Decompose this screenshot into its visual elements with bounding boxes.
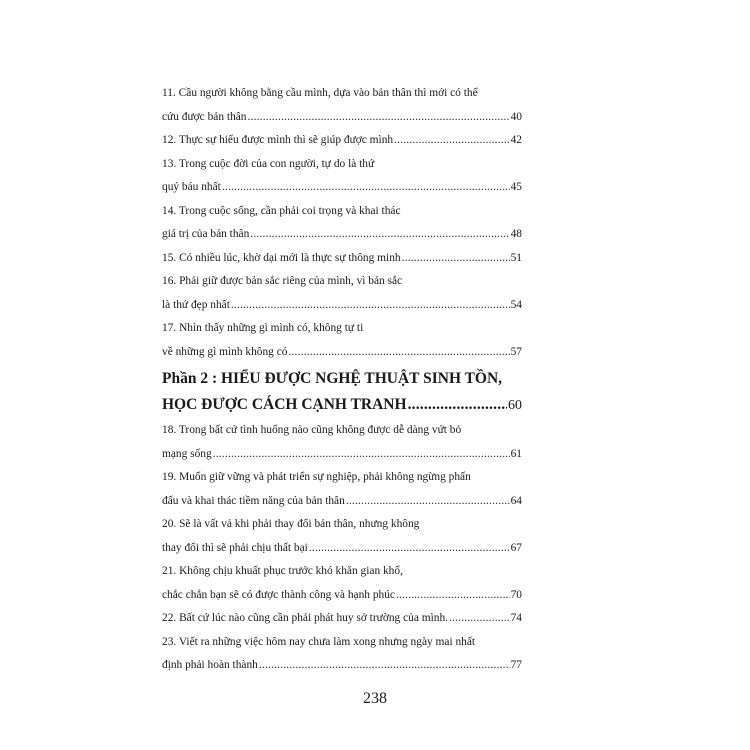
dot-leader — [402, 247, 510, 271]
toc-entry-22 — [162, 607, 522, 631]
toc-entry-text: 15. Có nhiều lúc, khờ dại mới là thực sự thông minh — [162, 251, 401, 264]
dot-leader — [213, 443, 510, 467]
part-title: Phần 2 : HIỂU ĐƯỢC NGHỆ THUẬT SINH TỒN, — [162, 370, 503, 387]
toc-entry-13 — [162, 153, 522, 200]
toc-entry-17 — [162, 317, 522, 364]
toc-entry-text: mạng sống — [162, 447, 212, 460]
toc-page-number: 61 — [510, 447, 522, 460]
toc-entry-21 — [162, 560, 522, 607]
toc-page-number: 40 — [510, 110, 522, 123]
toc-entry-text: 18. Trong bất cứ tình huống nào cũng không được dễ dàng vứt bỏ — [162, 424, 462, 436]
toc-entry-text: 19. Muốn giữ vững và phát triển sự nghiệp, phải không ngừng phấn — [162, 471, 471, 483]
toc-page-number: 70 — [510, 588, 522, 601]
toc-entry-text: 14. Trong cuộc sống, cần phải coi trọng và khai thác — [162, 204, 401, 217]
toc-entry-16 — [162, 270, 522, 317]
toc-entry-14 — [162, 200, 522, 247]
page-number: 238 — [363, 690, 387, 707]
toc-page-number: 64 — [510, 494, 522, 507]
dot-leader — [394, 129, 510, 153]
table-of-contents — [162, 82, 522, 678]
toc-page-number: 77 — [510, 659, 522, 671]
toc-entry-15 — [162, 247, 522, 271]
toc-page-number: 48 — [510, 228, 522, 240]
toc-entry-11 — [162, 82, 522, 129]
toc-entry-text: 12. Thực sự hiểu được mình thì sẽ giúp được mình — [162, 134, 394, 146]
dot-leader — [396, 584, 510, 608]
toc-entry-text: 21. Không chịu khuất phục trước khó khăn gian khổ, — [162, 565, 403, 577]
dot-leader — [408, 392, 507, 418]
toc-entry-text: 17. Nhìn thấy những gì mình có, không tự ti — [162, 322, 364, 334]
toc-entry-23 — [162, 631, 522, 678]
toc-page-number: 57 — [510, 345, 522, 358]
toc-entry-text: là thứ đẹp nhất — [162, 298, 230, 311]
toc-page-number: 51 — [510, 251, 522, 264]
toc-page-number: 54 — [510, 298, 522, 311]
dot-leader — [231, 294, 510, 318]
dot-leader — [250, 223, 509, 247]
part-title: HỌC ĐƯỢC CÁCH CẠNH TRANH — [162, 396, 407, 413]
toc-entry-text: cứu được bản thân — [162, 110, 247, 123]
toc-entry-text: về những gì mình không có — [162, 345, 288, 358]
toc-page-number: 60 — [508, 398, 522, 413]
dot-leader — [247, 106, 509, 130]
toc-entry-text: thay đổi thì sẽ phải chịu thất bại — [162, 541, 308, 554]
dot-leader — [309, 537, 510, 561]
toc-entry-text: 23. Viết ra những việc hôm nay chưa làm xong nhưng ngày mai nhất — [162, 635, 476, 648]
dot-leader — [346, 490, 510, 514]
part-heading — [162, 366, 522, 419]
toc-page-number: 74 — [510, 612, 522, 624]
toc-page-number: 42 — [510, 134, 522, 146]
dot-leader — [288, 341, 509, 365]
toc-page-number: 45 — [510, 181, 522, 193]
toc-entry-text: 11. Cầu người không bằng cầu mình, dựa vào bản thân thì mới có thể — [162, 87, 478, 99]
toc-entry-18 — [162, 419, 522, 466]
toc-entry-19 — [162, 466, 522, 513]
toc-entry-text: 22. Bất cứ lúc nào cũng cần phải phát huy sở trường của mình. — [162, 612, 448, 624]
dot-leader — [222, 176, 510, 200]
toc-entry-text: 13. Trong cuộc đời của con người, tự do là thứ — [162, 157, 375, 170]
toc-entry-text: đấu và khai thác tiềm năng của bản thân — [162, 494, 345, 507]
toc-entry-text: chắc chắn bạn sẽ có được thành công và hạnh phúc — [162, 588, 395, 601]
toc-entry-20 — [162, 513, 522, 560]
dot-leader — [449, 607, 510, 631]
toc-entry-text: quý báu nhất — [162, 181, 221, 193]
toc-entry-text: 20. Sẽ là vất vả khi phải thay đổi bản thân, nhưng không — [162, 518, 420, 530]
toc-entry-text: giá trị của bản thân — [162, 228, 250, 240]
toc-entry-text: định phải hoàn thành — [162, 659, 258, 671]
toc-page-number: 67 — [510, 541, 522, 554]
dot-leader — [259, 654, 510, 678]
toc-entry-12 — [162, 129, 522, 153]
toc-entry-text: 16. Phải giữ được bản sắc riêng của mình, vì bản sắc — [162, 275, 403, 287]
